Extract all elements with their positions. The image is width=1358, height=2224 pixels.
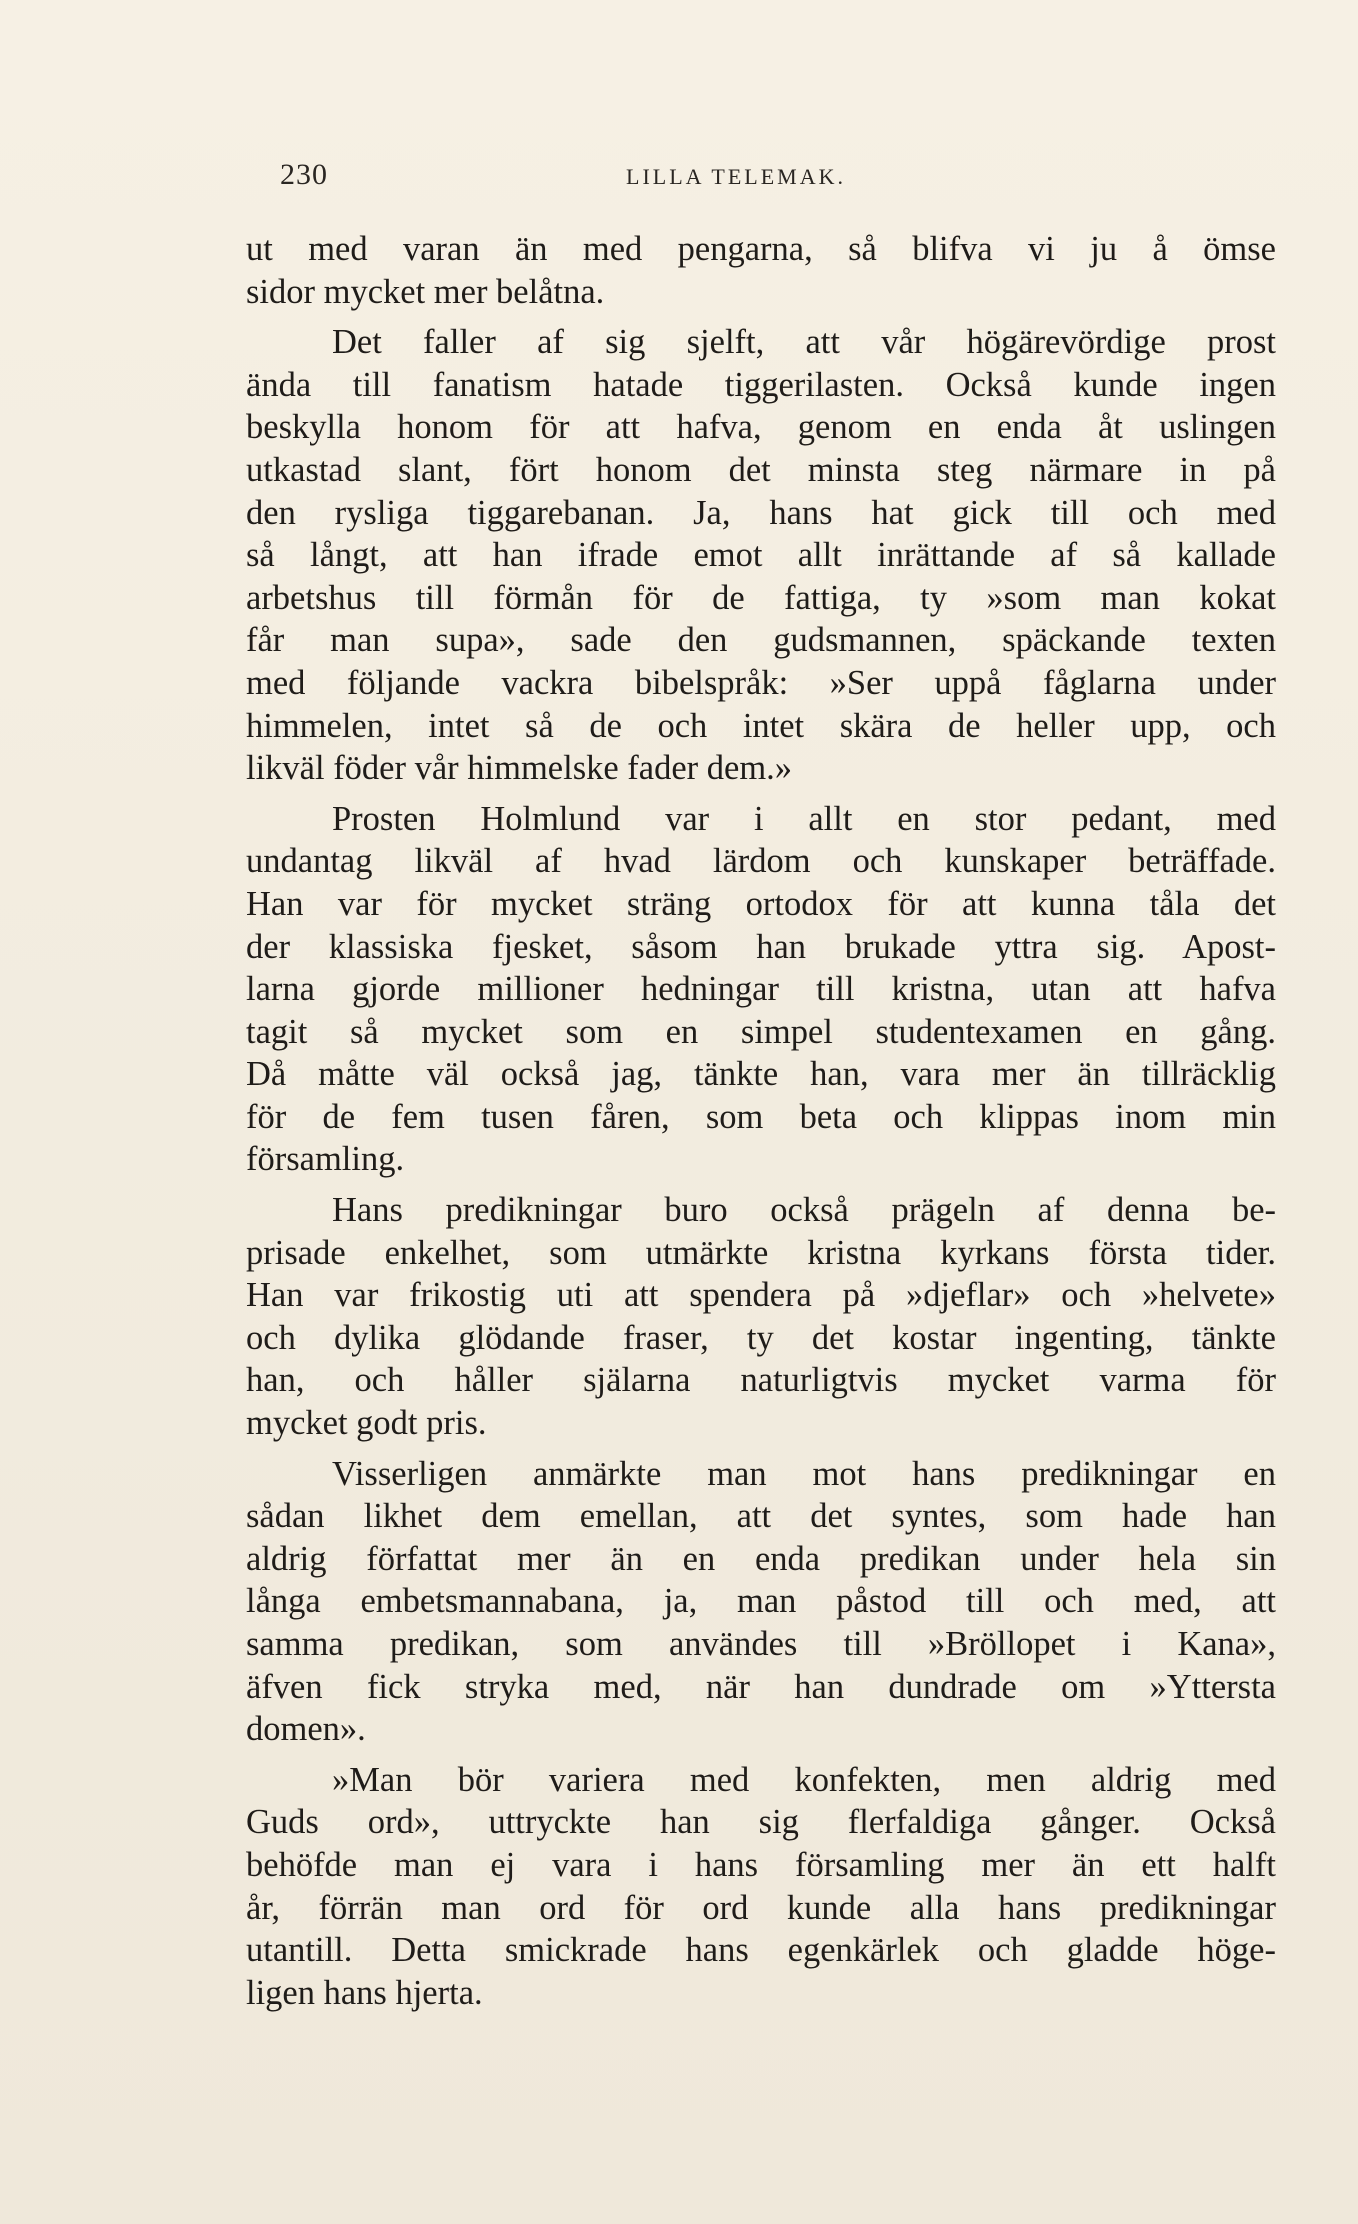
paragraph — [246, 798, 1276, 1181]
text-line: utantill. Detta smickrade hans egenkärlek och gladde höge- — [246, 1931, 1276, 1970]
text-line: likväl föder vår himmelske fader dem.» — [246, 749, 793, 788]
text-line: med följande vackra bibelspråk: »Ser uppå fåglarna under — [246, 663, 1276, 702]
text-line: äfven fick stryka med, när han dundrade om »Yttersta — [246, 1667, 1276, 1706]
text-line: Guds ord», uttryckte han sig flerfaldiga gånger. Också — [246, 1803, 1276, 1842]
paragraph — [246, 1189, 1276, 1445]
text-line: larna gjorde millioner hedningar till kristna, utan att hafva — [246, 970, 1276, 1009]
paragraph — [246, 321, 1276, 790]
text-line: ligen hans hjerta. — [246, 1973, 483, 2012]
text-line: får man supa», sade den gudsmannen, späckande texten — [246, 621, 1276, 660]
text-line: Prosten Holmlund var i allt en stor pedant, med — [332, 799, 1276, 838]
text-line: der klassiska fjesket, såsom han brukade yttra sig. Apost- — [246, 927, 1276, 966]
paragraph — [246, 1759, 1276, 2015]
text-line: samma predikan, som användes till »Bröllopet i Kana», — [246, 1625, 1276, 1663]
text-line: för de fem tusen fåren, som beta och klippas inom min — [246, 1097, 1276, 1136]
text-line: Han var frikostig uti att spendera på »djeflar» och »helvete» — [246, 1276, 1276, 1315]
text-line: den rysliga tiggarebanan. Ja, hans hat gick till och med — [246, 493, 1276, 532]
text-line: Det faller af sig sjelft, att vår högärevördige prost — [332, 323, 1276, 362]
text-line: år, förrän man ord för ord kunde alla hans predikningar — [246, 1888, 1276, 1927]
text-line: arbetshus till förmån för de fattiga, ty »som man kokat — [246, 578, 1276, 617]
text-line: ut med varan än med pengarna, så blifva vi ju å ömse — [246, 230, 1276, 268]
text-line: församling. — [246, 1140, 405, 1179]
page-number: 230 — [280, 158, 328, 191]
running-head — [272, 158, 1092, 198]
text-line: och dylika glödande fraser, ty det kostar ingenting, tänkte — [246, 1318, 1276, 1357]
text-line: »Man bör variera med konfekten, men aldrig med — [332, 1760, 1276, 1799]
text-line: sådan likhet dem emellan, att det syntes, som hade han — [246, 1497, 1276, 1536]
body-text — [246, 228, 1276, 2022]
text-line: himmelen, intet så de och intet skära de heller upp, och — [246, 706, 1276, 745]
text-line: han, och håller själarna naturligtvis mycket varma för — [246, 1361, 1276, 1400]
text-line: mycket godt pris. — [246, 1404, 487, 1443]
text-line: undantag likväl af hvad lärdom och kunskaper beträffade. — [246, 842, 1276, 881]
text-line: sidor mycket mer belåtna. — [246, 272, 605, 311]
text-line: ända till fanatism hatade tiggerilasten. Också kunde ingen — [246, 365, 1276, 404]
text-line: Då måtte väl också jag, tänkte han, vara mer än tillräcklig — [246, 1055, 1276, 1094]
text-line: behöfde man ej vara i hans församling mer än ett halft — [246, 1845, 1276, 1884]
text-line: Hans predikningar buro också prägeln af denna be- — [332, 1191, 1276, 1230]
paragraph — [246, 228, 1276, 313]
paragraph — [246, 1453, 1276, 1751]
text-line: så långt, att han ifrade emot allt inrättande af så kallade — [246, 536, 1276, 575]
text-line: Han var för mycket sträng ortodox för att kunna tåla det — [246, 884, 1276, 923]
text-line: utkastad slant, fört honom det minsta steg närmare in på — [246, 450, 1276, 489]
text-line: tagit så mycket som en simpel studentexamen en gång. — [246, 1012, 1276, 1051]
text-line: Visserligen anmärkte man mot hans predikningar en — [332, 1454, 1276, 1493]
text-line: långa embetsmannabana, ja, man påstod till och med, att — [246, 1582, 1276, 1621]
text-line: domen». — [246, 1710, 366, 1749]
running-title: LILLA TELEMAK. — [626, 164, 847, 189]
text-line: beskylla honom för att hafva, genom en enda åt uslingen — [246, 408, 1276, 447]
text-line: aldrig författat mer än en enda predikan under hela sin — [246, 1539, 1276, 1578]
text-line: prisade enkelhet, som utmärkte kristna kyrkans första tider. — [246, 1233, 1276, 1272]
